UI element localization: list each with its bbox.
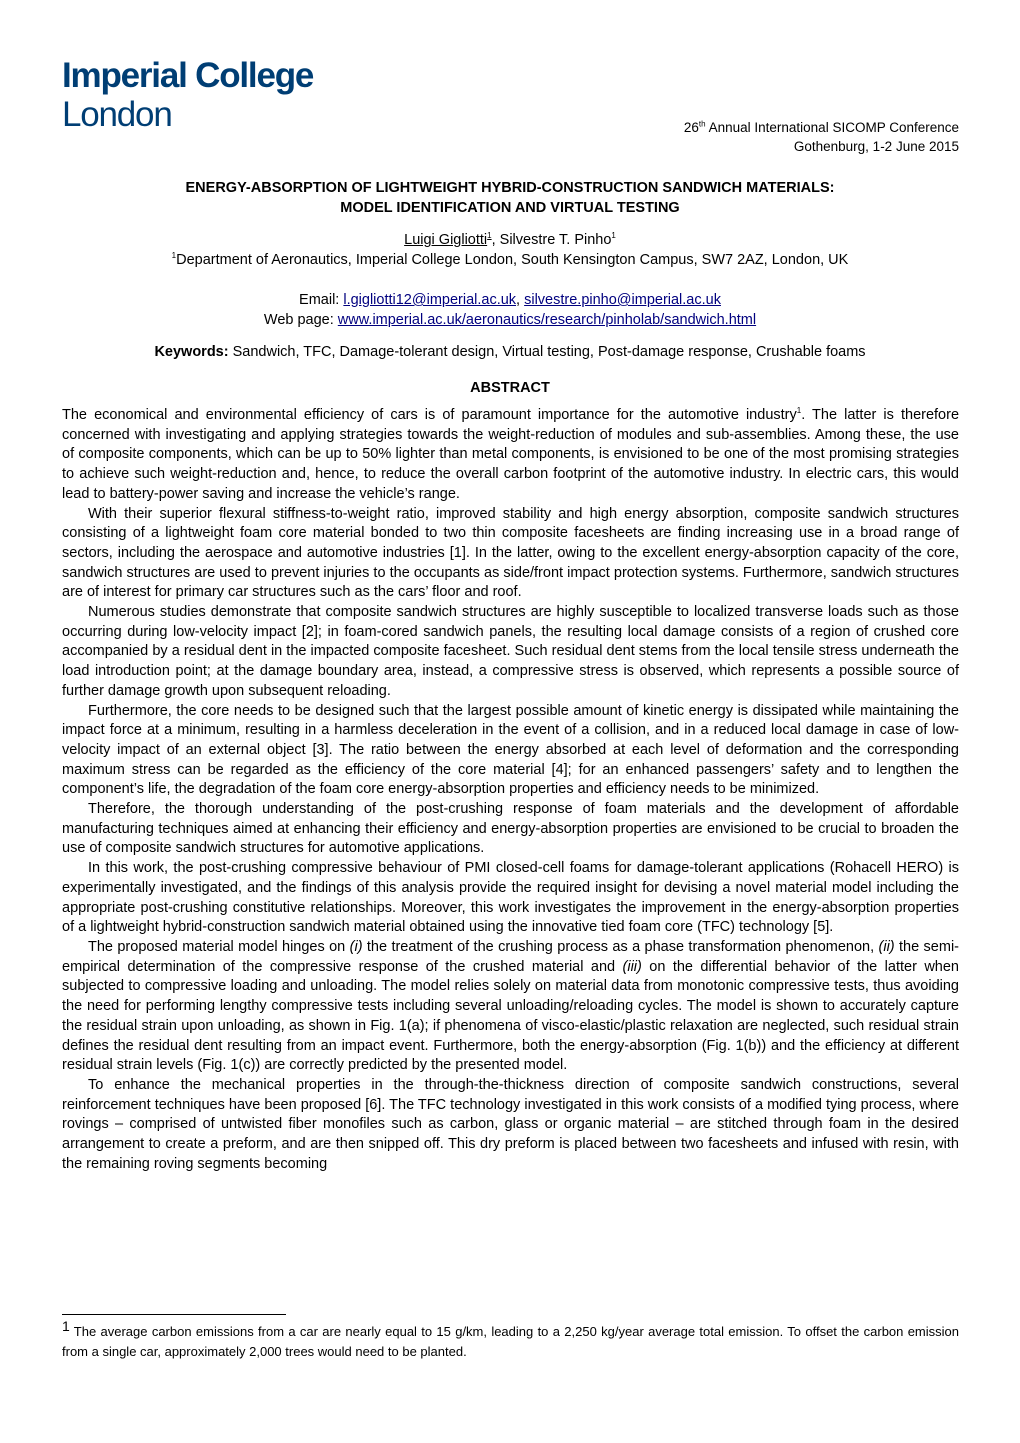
conference-location: Gothenburg, 1-2 June 2015 — [793, 139, 959, 154]
title-line-1: ENERGY-ABSORPTION OF LIGHTWEIGHT HYBRID-CONSTRUCTION SANDWICH MATERIALS: — [185, 180, 835, 196]
author-2-sup: 1 — [611, 231, 616, 241]
paragraph-1-text-a: The economical and environmental efficiency of cars is of paramount importance for the automotive industry — [62, 407, 797, 423]
paper-title — [62, 178, 958, 218]
keywords-text: Sandwich, TFC, Damage-tolerant design, Virtual testing, Post-damage response, Crushable foams — [228, 344, 866, 360]
contact-block — [62, 290, 958, 330]
paragraph-7-text-d: on the differential behavior of the latter when subjected to compressive loading and unloading. The model relies solely on material data from monotonic compressive tests, thus avoiding the need for performing lengthy compressive tests including several unloading/reloading cycles. The model is shown to accurately capture the residual strain upon unloading, as shown in Fig. 1(a); if phenomena of visco-elastic/plastic relaxation are neglected, such residual strain defines the residual dent resulting from an impact event. Furthermore, both the energy-absorption (Fig. 1(b)) and the efficiency at different residual strain levels (Fig. 1(c)) are correctly predicted by the presented model. — [62, 958, 959, 1074]
footnote-mark: 1 — [62, 1317, 70, 1334]
web-line — [62, 310, 958, 330]
email-link-2[interactable]: silvestre.pinho@imperial.ac.uk — [524, 292, 721, 308]
conference-ordinal-suffix: th — [698, 119, 706, 129]
author-list — [62, 230, 958, 250]
logo-line-2: London — [62, 95, 172, 134]
affiliation-sup: 1 — [171, 251, 177, 261]
paragraph-2: With their superior flexural stiffness-to-weight ratio, improved stability and high energy absorption, composite sandwich structures consisting of a lightweight foam core material bonded to two thin composite facesheets are finding increasing use in a broad range of sectors, including the aerospace and automotive industries [1]. In the latter, owing to the excellent energy-absorption capacity of the core, sandwich structures are used to prevent injuries to the occupants as side/front impact protection systems. Furthermore, sandwich structures are of interest for primary car structures such as the cars’ floor and roof. — [62, 505, 959, 601]
authors-block — [62, 230, 958, 270]
keywords — [62, 342, 958, 362]
imperial-college-logo — [62, 58, 313, 132]
conference-title: Annual International SICOMP Conference — [705, 120, 959, 135]
abstract-body — [62, 406, 959, 1174]
paragraph-1 — [62, 406, 959, 505]
email-label: Email: — [299, 292, 344, 308]
affiliation-text: Department of Aeronautics, Imperial College London, South Kensington Campus, SW7 2AZ, London, UK — [176, 252, 849, 268]
footnote-divider — [62, 1314, 286, 1315]
author-separator: , — [491, 232, 500, 248]
paragraph-7-item-i: (i) — [349, 938, 363, 955]
paragraph-8: To enhance the mechanical properties in the through-the-thickness direction of composite sandwich constructions, several reinforcement techniques have been proposed [6]. The TFC technology investigated in this work consists of a modified tying process, where rovings – comprised of untwisted fiber monofiles such as carbon, glass or organic material – are stitched through foam in the desired arrangement to create a preform, and are then snipped off. This dry preform is placed between two facesheets and infused with resin, with the remaining roving segments becoming — [62, 1076, 959, 1172]
paragraph-5: Therefore, the thorough understanding of the post-crushing response of foam materials and the development of affordable manufacturing techniques aimed at enhancing their efficiency and energy-absorption properties are envisioned to be crucial to broaden the use of composite sandwich structures for automotive applications. — [62, 801, 959, 857]
footnote-ref[interactable]: 1 — [796, 406, 802, 416]
paragraph-1-text-b: . The latter is therefore concerned with investigating and applying strategies towards the weight-reduction of modules and sub-assemblies. Among these, the use of composite components, which can be up to 50% lighter than metal components, is envisioned to be one of the most promising strategies to achieve such weight-reduction and, hence, to reduce the overall carbon footprint of the automotive industry. In electric cars, this would lead to battery-power saving and increase the vehicle’s range. — [62, 407, 960, 502]
paragraph-7-text-b: the treatment of the crushing process as a phase transformation phenomenon, — [362, 938, 879, 955]
web-link[interactable]: www.imperial.ac.uk/aeronautics/research/pinholab/sandwich.html — [337, 312, 757, 328]
paragraph-7-text-a: The proposed material model hinges on — [88, 938, 350, 955]
author-1: Luigi Gigliotti — [404, 232, 488, 248]
email-line — [62, 290, 958, 310]
author-2: Silvestre T. Pinho — [499, 232, 612, 248]
affiliation — [62, 250, 958, 270]
web-label: Web page: — [263, 312, 338, 328]
paragraph-7 — [62, 938, 959, 1076]
logo-line-1: Imperial College — [62, 56, 314, 95]
title-line-2: MODEL IDENTIFICATION AND VIRTUAL TESTING — [340, 200, 680, 216]
footnote-text: The average carbon emissions from a car are nearly equal to 15 g/km, leading to a 2,250 kg/year average total emission. To offset the carbon emission from a single car, approximately 2,000 trees would need to be planted. — [62, 1324, 959, 1359]
paragraph-7-item-iii: (iii) — [622, 958, 642, 975]
footnote — [62, 1317, 959, 1362]
author-1-sup: 1 — [487, 231, 492, 241]
conference-info — [684, 118, 959, 156]
paragraph-3: Numerous studies demonstrate that composite sandwich structures are highly susceptible to localized transverse loads such as those occurring during low-velocity impact [2]; in foam-cored sandwich panels, the resulting local damage consists of a region of crushed core accompanied by a residual dent in the impacted composite facesheet. Such residual dent stems from the local tensile stress underneath the load introduction point; at the damage boundary area, instead, a compressive stress is observed, which represents a possible source of further damage growth upon subsequent reloading. — [62, 604, 959, 699]
abstract-heading: ABSTRACT — [470, 380, 550, 396]
paragraph-7-text-c: the semi-empirical determination of the compressive response of the crushed material and — [62, 938, 959, 975]
conference-ordinal: 26 — [683, 120, 699, 135]
conference-name — [684, 118, 959, 137]
keywords-label: Keywords: — [154, 344, 229, 360]
email-separator: , — [516, 292, 525, 308]
paragraph-6: In this work, the post-crushing compressive behaviour of PMI closed-cell foams for damage-tolerant applications (Rohacell HERO) is experimentally investigated, and the findings of this analysis provide the required insight for devising a novel material model including the appropriate post-crushing constitutive relationships. Moreover, this work investigates the improvement in the energy-absorption properties of a lightweight hybrid-construction sandwich material obtained using the innovative tied foam core (TFC) technology [5]. — [62, 860, 959, 936]
paragraph-4: Furthermore, the core needs to be designed such that the largest possible amount of kinetic energy is dissipated while maintaining the impact force at a minimum, resulting in a harmless deceleration in the event of a collision, and in a reduced local damage in case of low-velocity impact of an external object [3]. The ratio between the energy absorbed at each level of deformation and the corresponding maximum stress can be regarded as the efficiency of the core material [4]; for an enhanced passengers’ safety and to lengthen the component’s life, the degradation of the foam core energy-absorption properties and efficiency needs to be minimized. — [62, 702, 959, 798]
email-link-1[interactable]: l.gigliotti12@imperial.ac.uk — [343, 292, 517, 308]
paragraph-7-item-ii: (ii) — [878, 938, 895, 955]
